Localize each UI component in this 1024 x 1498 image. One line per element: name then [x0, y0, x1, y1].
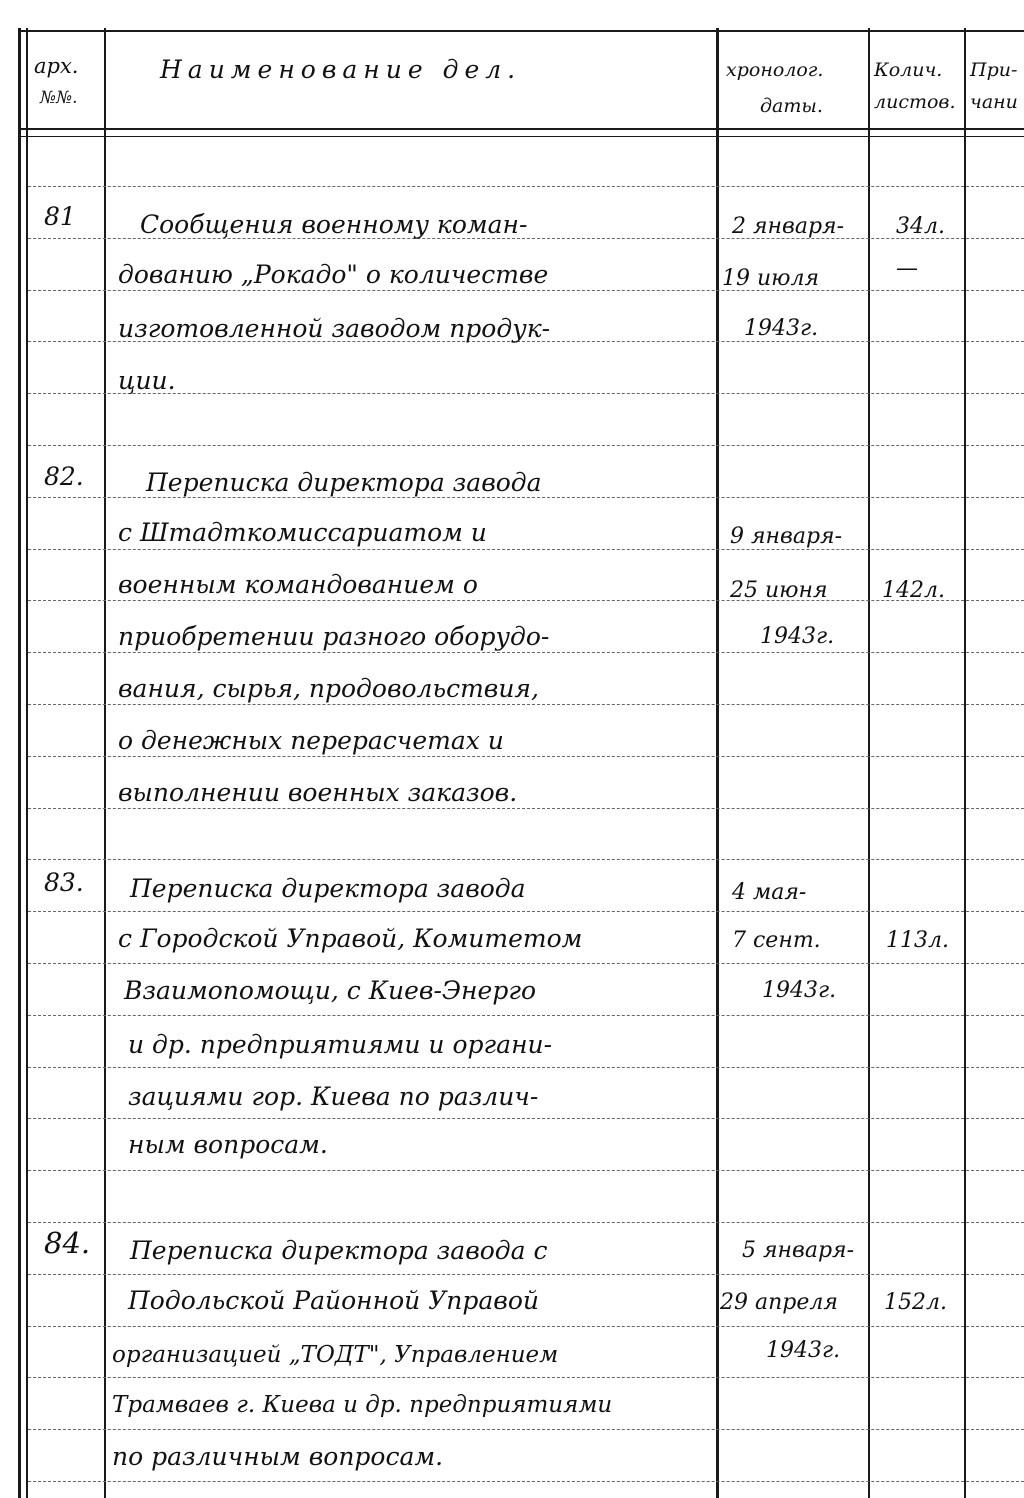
entry-sheets: 34л. — [896, 214, 945, 239]
entry-text-line: Переписка директора завода — [130, 874, 526, 903]
ledger-line — [28, 1118, 1024, 1119]
header-notes-1: При- — [970, 59, 1018, 81]
entry-number: 83. — [44, 868, 84, 897]
header-sheets-1: Колич. — [874, 59, 943, 81]
ledger-line — [28, 1015, 1024, 1016]
number-column-rule — [104, 28, 106, 1498]
entry-text-line: вания, сырья, продовольствия, — [118, 674, 539, 703]
entry-text-line: зациями гор. Киева по различ- — [128, 1082, 539, 1111]
header-bottom-rule-2 — [18, 136, 1024, 137]
header-dates-1: хронолог. — [726, 59, 824, 81]
ledger-line — [28, 1274, 1024, 1275]
entry-text-line: и др. предприятиями и органи- — [128, 1030, 553, 1059]
entry-text-line: военным командованием о — [118, 570, 478, 599]
ledger-line — [28, 1481, 1024, 1482]
entry-text-line: по различным вопросам. — [112, 1442, 444, 1471]
entry-date-end: 25 июня — [730, 578, 828, 603]
entry-date-year: 1943г. — [762, 978, 837, 1003]
ledger-line — [28, 963, 1024, 964]
ledger-line — [28, 445, 1024, 446]
entry-date-start: 9 января- — [730, 524, 843, 549]
entry-number: 82. — [44, 462, 84, 491]
entry-text-line: ции. — [118, 366, 176, 395]
name-column-rule — [716, 28, 719, 1498]
entry-sheets: 152л. — [884, 1290, 947, 1315]
entry-text-line: выполнении военных заказов. — [118, 778, 518, 807]
header-top-rule — [18, 30, 1024, 32]
entry-text-line: Переписка директора завода — [146, 468, 542, 497]
header-dates-2: даты. — [760, 95, 823, 117]
ledger-line — [28, 186, 1024, 187]
ledger-line — [28, 393, 1024, 394]
header-bottom-rule — [18, 128, 1024, 130]
entry-date-year: 1943г. — [766, 1338, 841, 1363]
left-margin-rule — [18, 28, 21, 1498]
ledger-line — [28, 1326, 1024, 1327]
entry-text-line: Подольской Районной Управой — [128, 1286, 539, 1315]
header-name: Наименование дел. — [160, 55, 522, 84]
header-arch-no-1: арх. — [34, 54, 79, 78]
entry-date-year: 1943г. — [744, 316, 819, 341]
entry-text-line: с Штадткомиссариатом и — [118, 518, 487, 547]
entry-text-line: приобретении разного оборудо- — [118, 622, 550, 651]
left-margin-rule-inner — [26, 28, 28, 1498]
ledger-line — [28, 1067, 1024, 1068]
ledger-line — [28, 1170, 1024, 1171]
ledger-line — [28, 911, 1024, 912]
ledger-line — [28, 1222, 1024, 1223]
entry-date-end: 29 апреля — [720, 1290, 838, 1315]
entry-text-line: о денежных перерасчетах и — [118, 726, 504, 755]
date-column-rule — [868, 28, 870, 1498]
entry-date-end: 7 сент. — [732, 928, 821, 953]
entry-number: 81 — [44, 202, 76, 231]
entry-date-start: 5 января- — [742, 1238, 855, 1263]
header-notes-2: чани — [970, 91, 1018, 113]
ledger-line — [28, 1429, 1024, 1430]
entry-date-end: 19 июля — [722, 266, 820, 291]
entry-text-line: Взаимопомощи, с Киев-Энерго — [124, 976, 537, 1005]
sheets-column-rule — [964, 28, 966, 1498]
header-sheets-2: листов. — [874, 91, 956, 113]
header-arch-no-2: №№. — [40, 88, 78, 108]
entry-text-line: Трамваев г. Киева и др. предприятиями — [112, 1392, 613, 1418]
entry-text-line: ным вопросам. — [128, 1130, 328, 1159]
entry-date-year: 1943г. — [760, 624, 835, 649]
entry-sheets: 142л. — [882, 578, 945, 603]
entry-text-line: Переписка директора завода с — [130, 1236, 548, 1265]
entry-text-line: дованию „Рокадо" о количестве — [118, 260, 549, 289]
entry-text-line: Сообщения военному коман- — [140, 210, 528, 239]
entry-date-start: 2 января- — [732, 214, 845, 239]
entry-sheets-dash: — — [896, 256, 918, 281]
entry-text-line: изготовленной заводом продук- — [118, 314, 551, 343]
entry-text-line: организацией „ТОДТ", Управлением — [112, 1342, 559, 1368]
entry-text-line: с Городской Управой, Комитетом — [118, 924, 583, 953]
entry-date-start: 4 мая- — [732, 880, 807, 905]
entry-sheets: 113л. — [886, 928, 949, 953]
ledger-line — [28, 859, 1024, 860]
ledger-line — [28, 1377, 1024, 1378]
entry-number: 84. — [44, 1226, 91, 1260]
